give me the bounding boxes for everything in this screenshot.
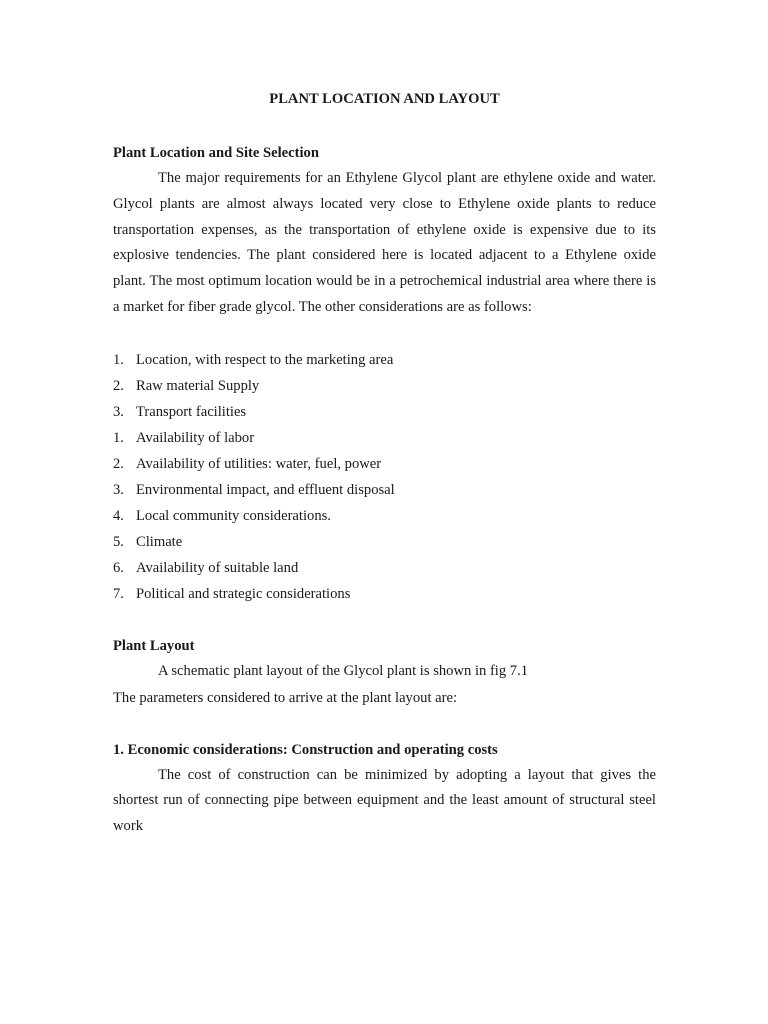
list-item — [113, 503, 656, 529]
spacer — [113, 607, 656, 633]
list-item-number: 5. — [113, 533, 124, 550]
list-item-number: 3. — [113, 481, 124, 498]
list-item — [113, 373, 656, 399]
section-heading-location: Plant Location and Site Selection — [113, 145, 319, 161]
list-item-number: 7. — [113, 585, 124, 602]
section-heading-economic: 1. Economic considerations: Construction and operating costs — [113, 741, 498, 758]
list-item-text: Local community considerations. — [136, 507, 331, 524]
list-item — [113, 347, 656, 373]
list-item — [113, 399, 656, 425]
list-item — [113, 451, 656, 477]
spacer — [113, 711, 656, 737]
list-item — [113, 555, 656, 581]
list-item-text: Location, with respect to the marketing area — [136, 351, 394, 368]
list-item — [113, 425, 656, 451]
considerations-list — [113, 347, 656, 607]
paragraph-parameters: The parameters considered to arrive at the plant layout are: — [113, 689, 458, 706]
list-item-number: 3. — [113, 403, 124, 420]
list-item-text: Availability of utilities: water, fuel, power — [136, 455, 382, 472]
list-item-text: Transport facilities — [136, 403, 247, 420]
list-item-text: Availability of suitable land — [136, 559, 299, 576]
list-item — [113, 477, 656, 503]
document-page — [113, 88, 656, 840]
page-title: PLANT LOCATION AND LAYOUT — [269, 91, 500, 107]
list-item-number: 4. — [113, 507, 124, 524]
paragraph-economic: The cost of construction can be minimized by adopting a layout that gives the shortest run of connecting pipe between equipment and the least amount of structural steel work — [113, 766, 656, 835]
list-item-number: 2. — [113, 377, 124, 394]
list-item-number: 1. — [113, 429, 124, 446]
paragraph-layout: A schematic plant layout of the Glycol plant is shown in fig 7.1 — [158, 662, 529, 679]
list-item-number: 2. — [113, 455, 124, 472]
list-item-number: 6. — [113, 559, 124, 576]
list-item-number: 1. — [113, 351, 124, 368]
section-heading-layout: Plant Layout — [113, 637, 195, 654]
list-item-text: Availability of labor — [136, 429, 255, 446]
list-item-text: Raw material Supply — [136, 377, 260, 394]
list-item — [113, 581, 656, 607]
spacer — [113, 321, 656, 347]
paragraph-location: The major requirements for an Ethylene Glycol plant are ethylene oxide and water. Glycol plants are almost always located very close to Ethylene oxide plants to reduce transportation expenses, as the transportation of ethylene oxide is expensive due to its explosive tendencies. The plant considered here is located adjacent to a Ethylene oxide plant. The most optimum location would be in a petrochemical industrial area where there is a market for fiber grade glycol. The other considerations are as follows: — [113, 170, 656, 315]
list-item-text: Political and strategic considerations — [136, 585, 351, 602]
list-item-text: Climate — [136, 533, 183, 550]
list-item-text: Environmental impact, and effluent disposal — [136, 481, 395, 498]
list-item — [113, 529, 656, 555]
